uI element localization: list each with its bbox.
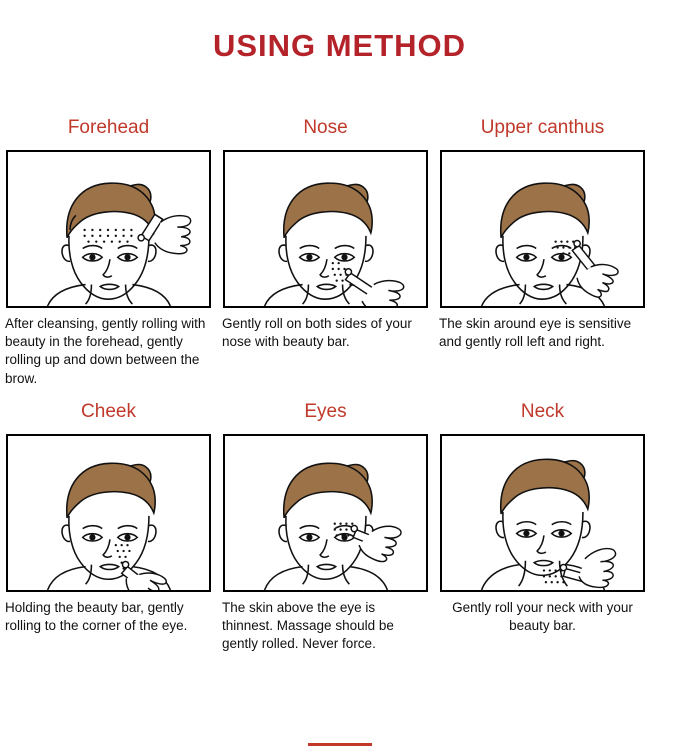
panel-eyes [220,394,431,654]
panel-forehead [3,118,214,388]
panel-forehead-illustration [6,150,211,308]
panel-cheek-illustration [6,434,211,592]
hand-illustration [579,548,615,587]
hand-illustration [577,265,618,298]
treatment-dots-forehead [83,229,132,243]
panel-forehead-heading: Forehead [67,117,150,138]
face-diagram-upper-canthus [442,152,643,306]
panel-nose-illustration [223,150,428,308]
face-diagram-cheek [8,436,209,590]
page-title: USING METHOD [212,28,467,63]
face-diagram-neck [442,436,643,590]
panel-grid [0,118,679,660]
panel-neck-heading: Neck [520,400,565,422]
face-diagram-eyes [225,436,426,590]
panel-nose [220,118,431,388]
panel-eyes-heading: Eyes [304,400,347,422]
panel-eyes-caption: The skin above the eye is thinnest. Massage should be gently rolled. Never force. [222,599,394,652]
panel-upper-canthus [437,118,648,388]
panel-neck-illustration [440,434,645,592]
panel-upper-canthus-heading: Upper canthus [480,117,605,138]
panel-upper-canthus-illustration [440,150,645,308]
panel-neck [437,394,648,654]
treatment-dots-neck [543,569,565,583]
panel-cheek-caption: Holding the beauty bar, gently rolling to the corner of the eye. [5,599,188,634]
face-diagram-nose [225,152,426,306]
panel-cheek-heading: Cheek [81,400,136,422]
panel-upper-canthus-caption: The skin around eye is sensitive and gently roll left and right. [439,316,632,350]
panel-cheek [3,394,214,654]
panel-nose-caption: Gently roll on both sides of your nose with beauty bar. [222,316,412,350]
face-diagram-forehead [8,152,209,306]
panel-eyes-illustration [223,434,428,592]
panel-neck-caption: Gently roll your neck with your beauty bar. [452,599,633,634]
panel-forehead-caption: After cleansing, gently rolling with beauty in the forehead, gently rolling up and down between the brow. [5,316,206,386]
panel-nose-heading: Nose [303,117,348,138]
title-block [0,0,679,64]
